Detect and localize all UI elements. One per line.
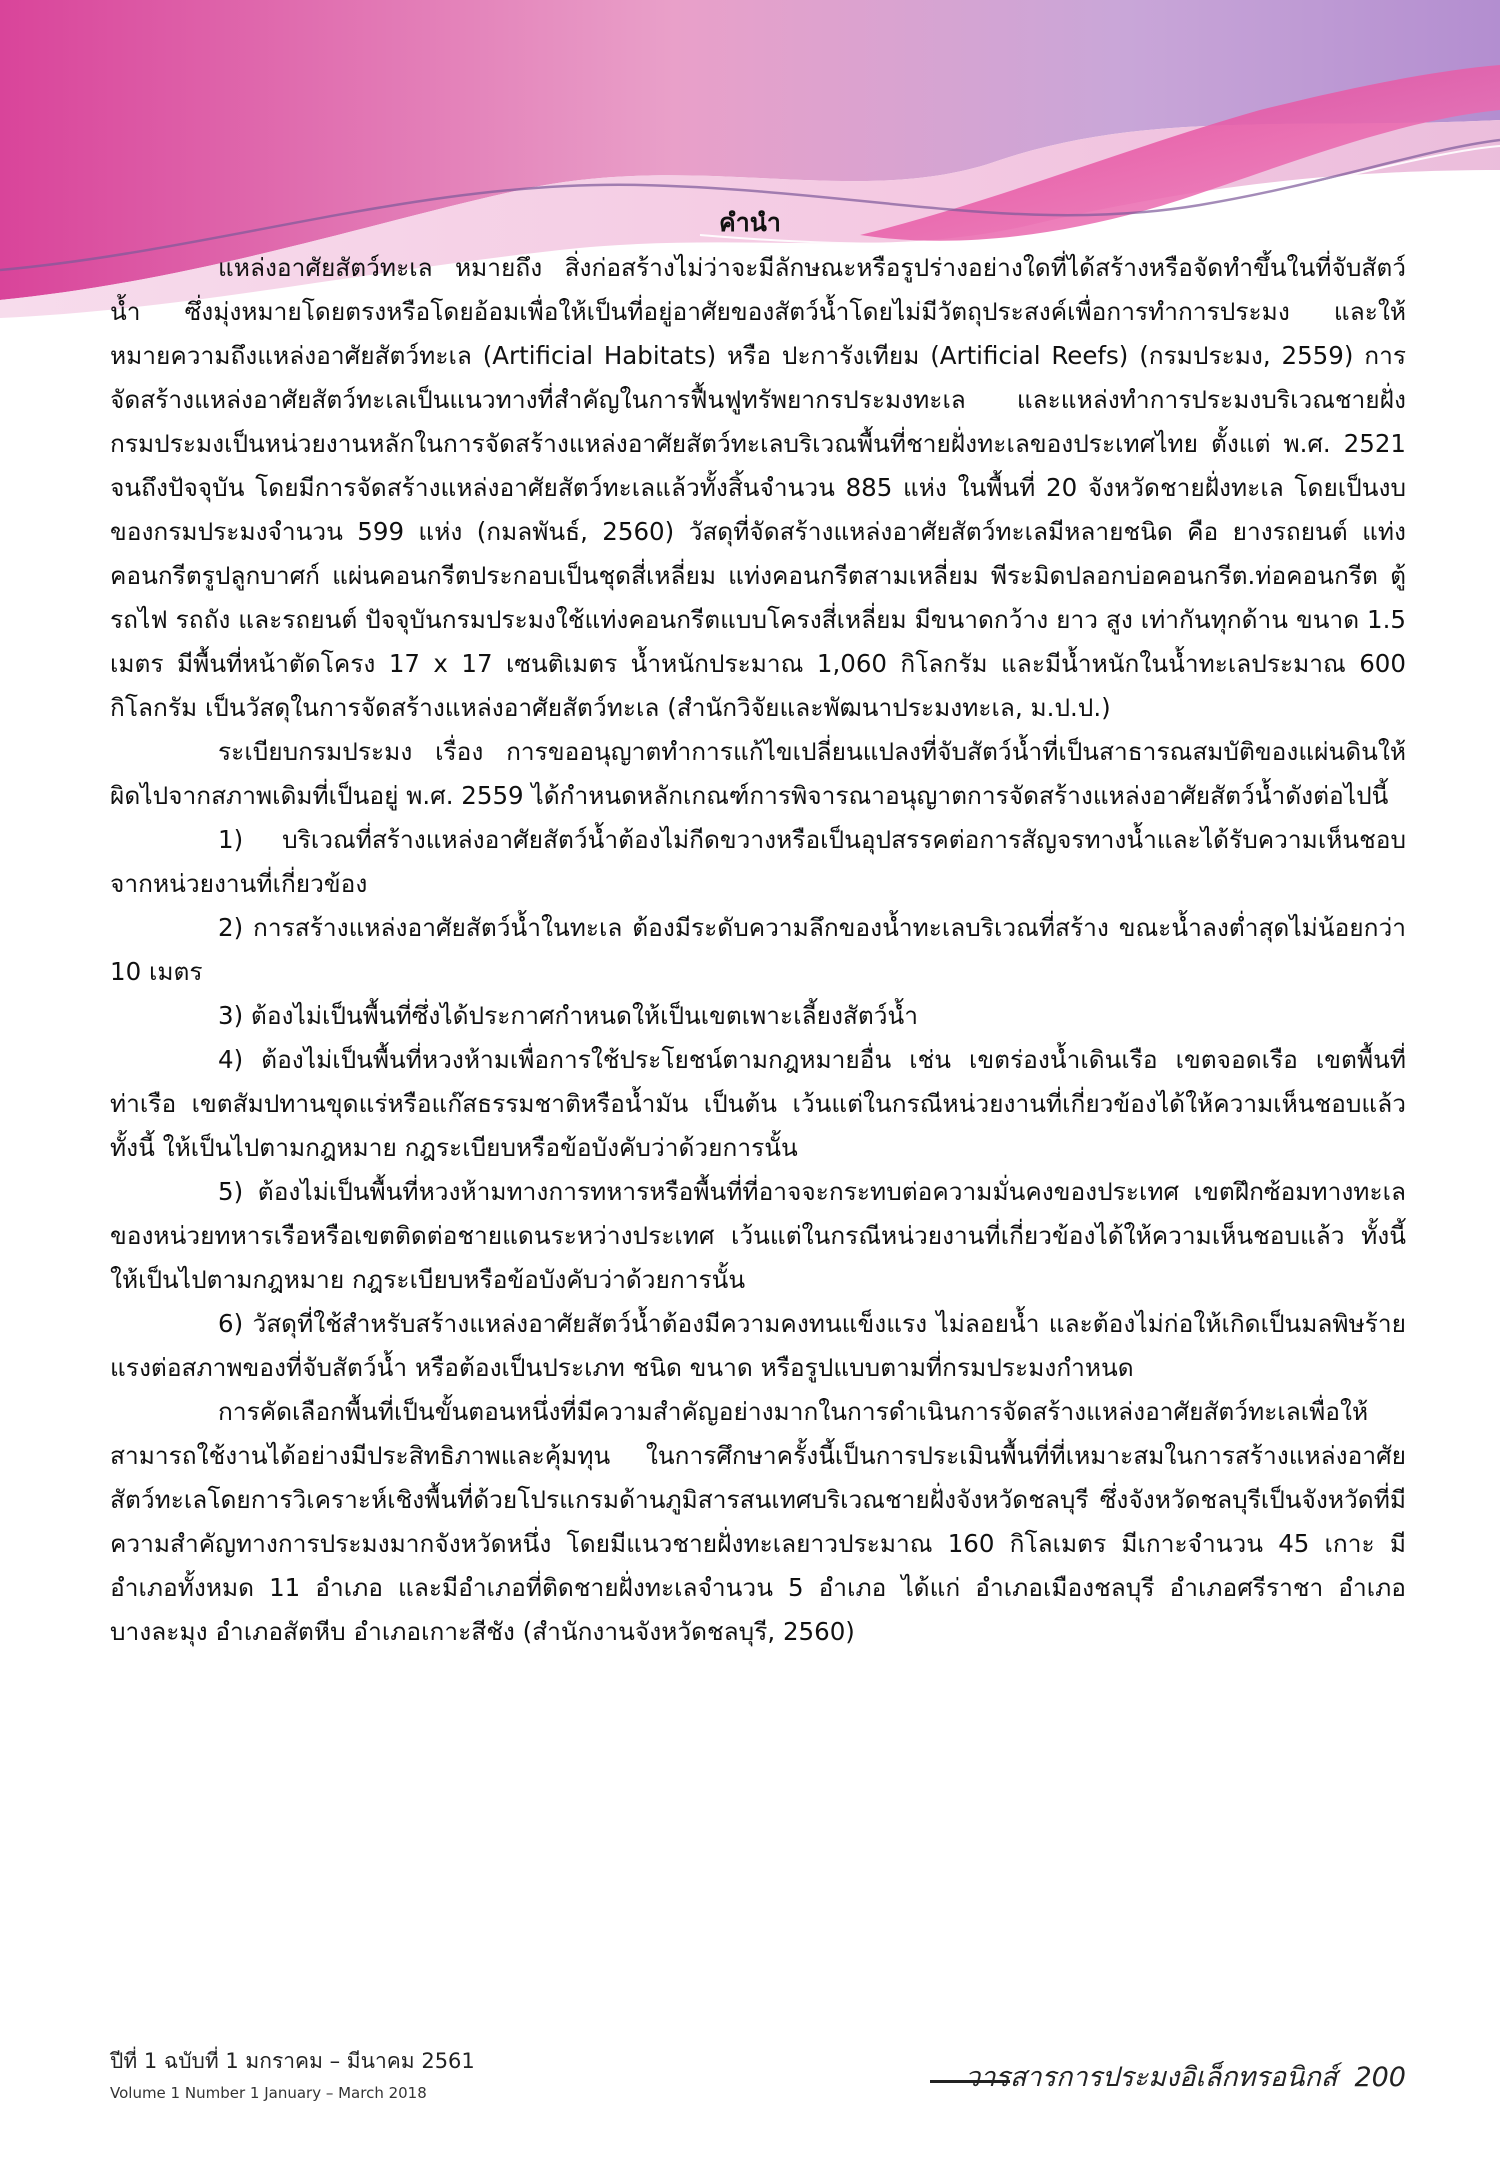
criteria-item: 4) ต้องไม่เป็นพื้นที่หวงห้ามเพื่อการใช้ประโยชน์ตามกฎหมายอื่น เช่น เขตร่องน้ำเดินเรือ เขตจอดเรือ เขตพื้นที่ท่าเรือ เขตสัมปทานขุดแร่หรือแก๊สธรรมชาติหรือน้ำมัน เป็นต้น เว้นแต่ในกรณีหน่วยงานที่เกี่ยวข้องได้ให้ความเห็นชอบแล้ว ทั้งนี้ ให้เป็นไปตามกฎหมาย กฎระเบียบหรือข้อบังคับว่าด้วยการนั้น — [110, 1045, 1406, 1162]
journal-name: วารสารการประมงอิเล็กทรอนิกส์ — [965, 2062, 1338, 2093]
criteria-item: 6) วัสดุที่ใช้สำหรับสร้างแหล่งอาศัยสัตว์น้ำต้องมีความคงทนแข็งแรง ไม่ลอยน้ำ และต้องไม่ก่อให้เกิดเป็นมลพิษร้ายแรงต่อสภาพของที่จับสัตว์น้ำ หรือต้องเป็นประเภท ชนิด ขนาด หรือรูปแบบตามที่กรมประมงกำหนด — [110, 1309, 1406, 1382]
regulation-paragraph: ระเบียบกรมประมง เรื่อง การขออนุญาตทำการแก้ไขเปลี่ยนแปลงที่จับสัตว์น้ำที่เป็นสาธารณสมบัติของแผ่นดินให้ผิดไปจากสภาพเดิมที่เป็นอยู่ พ.ศ. 2559 ได้กำหนดหลักเกณฑ์การพิจารณาอนุญาตการจัดสร้างแหล่งอาศัยสัตว์น้ำดังต่อไปนี้ — [110, 737, 1406, 810]
criteria-item: 2) การสร้างแหล่งอาศัยสัตว์น้ำในทะเล ต้องมีระดับความลึกของน้ำทะเลบริเวณที่สร้าง ขณะน้ำลงต่ำสุดไม่น้อยกว่า 10 เมตร — [110, 913, 1406, 986]
issue-info-english: Volume 1 Number 1 January – March 2018 — [110, 2084, 427, 2102]
intro-paragraph: แหล่งอาศัยสัตว์ทะเล หมายถึง สิ่งก่อสร้างไม่ว่าจะมีลักษณะหรือรูปร่างอย่างใดที่ได้สร้างหรือจัดทำขึ้นในที่จับสัตว์น้ำ ซึ่งมุ่งหมายโดยตรงหรือโดยอ้อมเพื่อให้เป็นที่อยู่อาศัยของสัตว์น้ำโดยไม่มีวัตถุประสงค์เพื่อการทำการประมง และให้หมายความถึงแหล่งอาศัยสัตว์ทะเล (Artificial Habitats) หรือ ปะการังเทียม (Artificial Reefs) (กรมประมง, 2559) การจัดสร้างแหล่งอาศัยสัตว์ทะเลเป็นแนวทางที่สำคัญในการฟื้นฟูทรัพยากรประมงทะเล และแหล่งทำการประมงบริเวณชายฝั่ง กรมประมงเป็นหน่วยงานหลักในการจัดสร้างแหล่งอาศัยสัตว์ทะเลบริเวณพื้นที่ชายฝั่งทะเลของประเทศไทย ตั้งแต่ พ.ศ. 2521 จนถึงปัจจุบัน โดยมีการจัดสร้างแหล่งอาศัยสัตว์ทะเลแล้วทั้งสิ้นจำนวน 885 แห่ง ในพื้นที่ 20 จังหวัดชายฝั่งทะเล โดยเป็นงบของกรมประมงจำนวน 599 แห่ง (กมลพันธ์, 2560) วัสดุที่จัดสร้างแหล่งอาศัยสัตว์ทะเลมีหลายชนิด คือ ยางรถยนต์ แท่งคอนกรีตรูปลูกบาศก์ แผ่นคอนกรีตประกอบเป็นชุดสี่เหลี่ยม แท่งคอนกรีตสามเหลี่ยม พีระมิดปลอกบ่อคอนกรีต.ท่อคอนกรีต ตู้รถไฟ รถถัง และรถยนต์ ปัจจุบันกรมประมงใช้แท่งคอนกรีตแบบโครงสี่เหลี่ยม มีขนาดกว้าง ยาว สูง เท่ากันทุกด้าน ขนาด 1.5 เมตร มีพื้นที่หน้าตัดโครง 17 x 17 เซนติเมตร น้ำหนักประมาณ 1,060 กิโลกรัม และมีน้ำหนักในน้ำทะเลประมาณ 600 กิโลกรัม เป็นวัสดุในการจัดสร้างแหล่งอาศัยสัตว์ทะเล (สำนักวิจัยและพัฒนาประมงทะเล, ม.ป.ป.) — [110, 253, 1406, 722]
document-title: คำนำ — [719, 208, 781, 237]
page-number: 200 — [1354, 2062, 1406, 2093]
criteria-item: 1) บริเวณที่สร้างแหล่งอาศัยสัตว์น้ำต้องไม่กีดขวางหรือเป็นอุปสรรคต่อการสัญจรทางน้ำและได้รับความเห็นชอบจากหน่วยงานที่เกี่ยวข้อง — [110, 825, 1406, 898]
closing-paragraph: การคัดเลือกพื้นที่เป็นขั้นตอนหนึ่งที่มีความสำคัญอย่างมากในการดำเนินการจัดสร้างแหล่งอาศัยสัตว์ทะเลเพื่อให้สามารถใช้งานได้อย่างมีประสิทธิภาพและคุ้มทุน ในการศึกษาครั้งนี้เป็นการประเมินพื้นที่ที่เหมาะสมในการสร้างแหล่งอาศัยสัตว์ทะเลโดยการวิเคราะห์เชิงพื้นที่ด้วยโปรแกรมด้านภูมิสารสนเทศบริเวณชายฝั่งจังหวัดชลบุรี ซึ่งจังหวัดชลบุรีเป็นจังหวัดที่มีความสำคัญทางการประมงมากจังหวัดหนึ่ง โดยมีแนวชายฝั่งทะเลยาวประมาณ 160 กิโลเมตร มีเกาะจำนวน 45 เกาะ มีอำเภอทั้งหมด 11 อำเภอ และมีอำเภอที่ติดชายฝั่งทะเลจำนวน 5 อำเภอ ได้แก่ อำเภอเมืองชลบุรี อำเภอศรีราชา อำเภอบางละมุง อำเภอสัตหีบ อำเภอเกาะสีชัง (สำนักงานจังหวัดชลบุรี, 2560) — [110, 1397, 1406, 1646]
document-body — [110, 246, 1406, 1654]
criteria-item: 5) ต้องไม่เป็นพื้นที่หวงห้ามทางการทหารหรือพื้นที่ที่อาจจะกระทบต่อความมั่นคงของประเทศ เขตฝึกซ้อมทางทะเลของหน่วยทหารเรือหรือเขตติดต่อชายแดนระหว่างประเทศ เว้นแต่ในกรณีหน่วยงานที่เกี่ยวข้องได้ให้ความเห็นชอบแล้ว ทั้งนี้ ให้เป็นไปตามกฎหมาย กฎระเบียบหรือข้อบังคับว่าด้วยการนั้น — [110, 1177, 1406, 1294]
issue-info-thai: ปีที่ 1 ฉบับที่ 1 มกราคม – มีนาคม 2561 — [110, 2049, 475, 2073]
criteria-item: 3) ต้องไม่เป็นพื้นที่ซึ่งได้ประกาศกำหนดให้เป็นเขตเพาะเลี้ยงสัตว์น้ำ — [218, 1001, 919, 1030]
journal-footer — [960, 2060, 1406, 2096]
